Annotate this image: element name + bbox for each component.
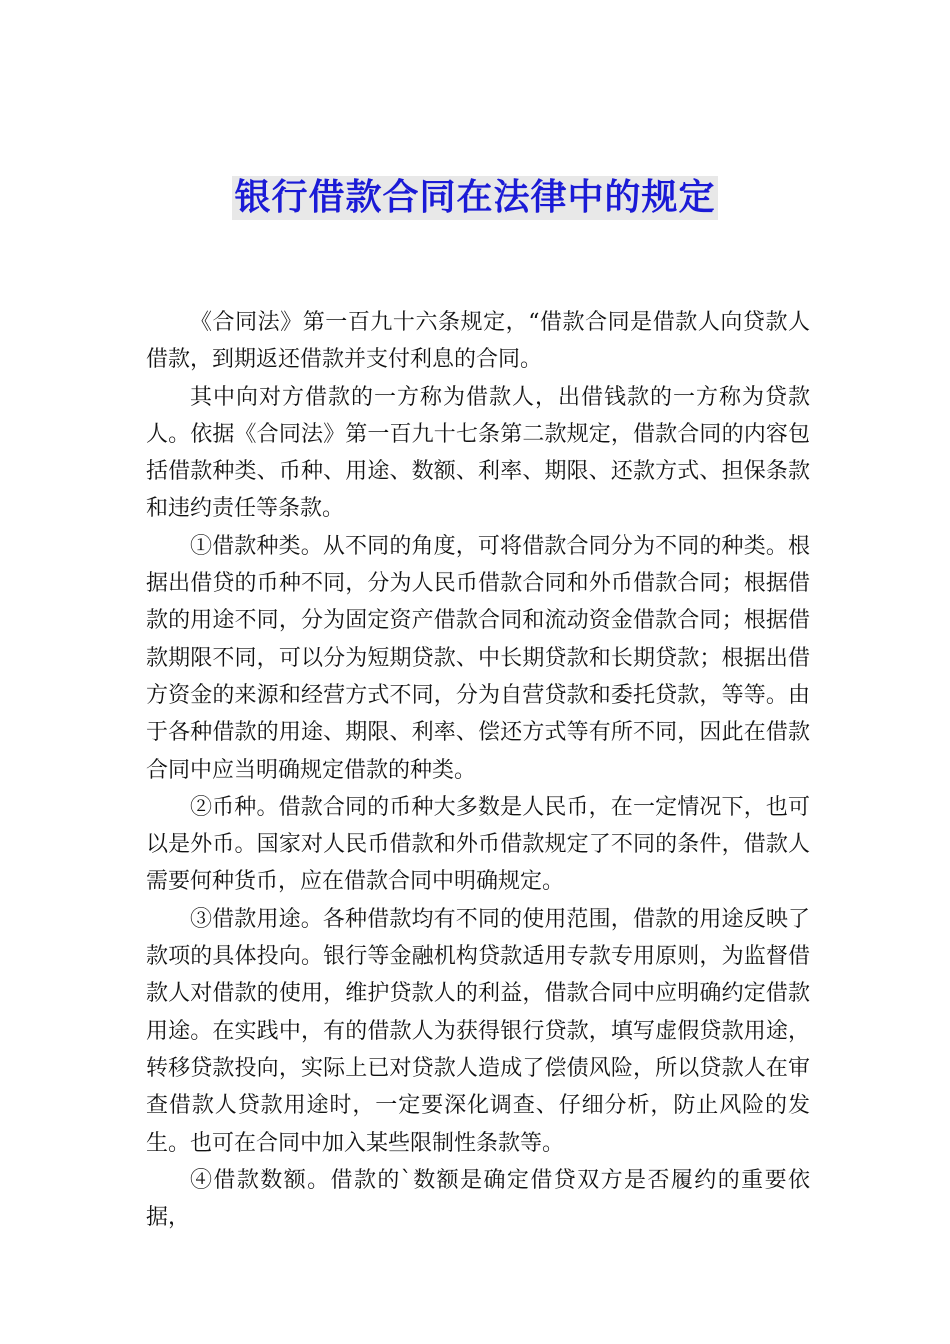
paragraph-2: 其中向对方借款的一方称为借款人，出借钱款的一方称为贷款人。依据《合同法》第一百九十七条第二款规定，借款合同的内容包括借款种类、币种、用途、数额、利率、期限、还款方式、担保条款和违约责任等条款。 bbox=[146, 384, 810, 522]
document-title: 银行借款合同在法律中的规定 bbox=[234, 177, 716, 218]
title-container bbox=[0, 176, 950, 220]
paragraph-6: ④借款数额。借款的`数额是确定借贷双方是否履约的重要依据， bbox=[146, 1167, 810, 1231]
paragraph-5: ③借款用途。各种借款均有不同的使用范围，借款的用途反映了款项的具体投向。银行等金融机构贷款适用专款专用原则，为监督借款人对借款的使用，维护贷款人的利益，借款合同中应明确约定借款用途。在实践中，有的借款人为获得银行贷款，填写虚假贷款用途，转移贷款投向，实际上已对贷款人造成了偿债风险，所以贷款人在审查借款人贷款用途时，一定要深化调查、仔细分析，防止风险的发生。也可在合同中加入某些限制性条款等。 bbox=[146, 906, 810, 1156]
paragraph-4: ②币种。借款合同的币种大多数是人民币，在一定情况下，也可以是外币。国家对人民币借款和外币借款规定了不同的条件，借款人需要何种货币，应在借款合同中明确规定。 bbox=[146, 794, 810, 895]
document-body bbox=[146, 304, 810, 1236]
paragraph-3: ①借款种类。从不同的角度，可将借款合同分为不同的种类。根据出借贷的币种不同，分为人民币借款合同和外币借款合同；根据借款的用途不同，分为固定资产借款合同和流动资金借款合同；根据借款期限不同，可以分为短期贷款、中长期贷款和长期贷款；根据出借方资金的来源和经营方式不同，分为自营贷款和委托贷款，等等。由于各种借款的用途、期限、利率、偿还方式等有所不同，因此在借款合同中应当明确规定借款的种类。 bbox=[146, 533, 810, 783]
paragraph-1: 《合同法》第一百九十六条规定，“借款合同是借款人向贷款人借款，到期返还借款并支付利息的合同。 bbox=[146, 310, 810, 373]
